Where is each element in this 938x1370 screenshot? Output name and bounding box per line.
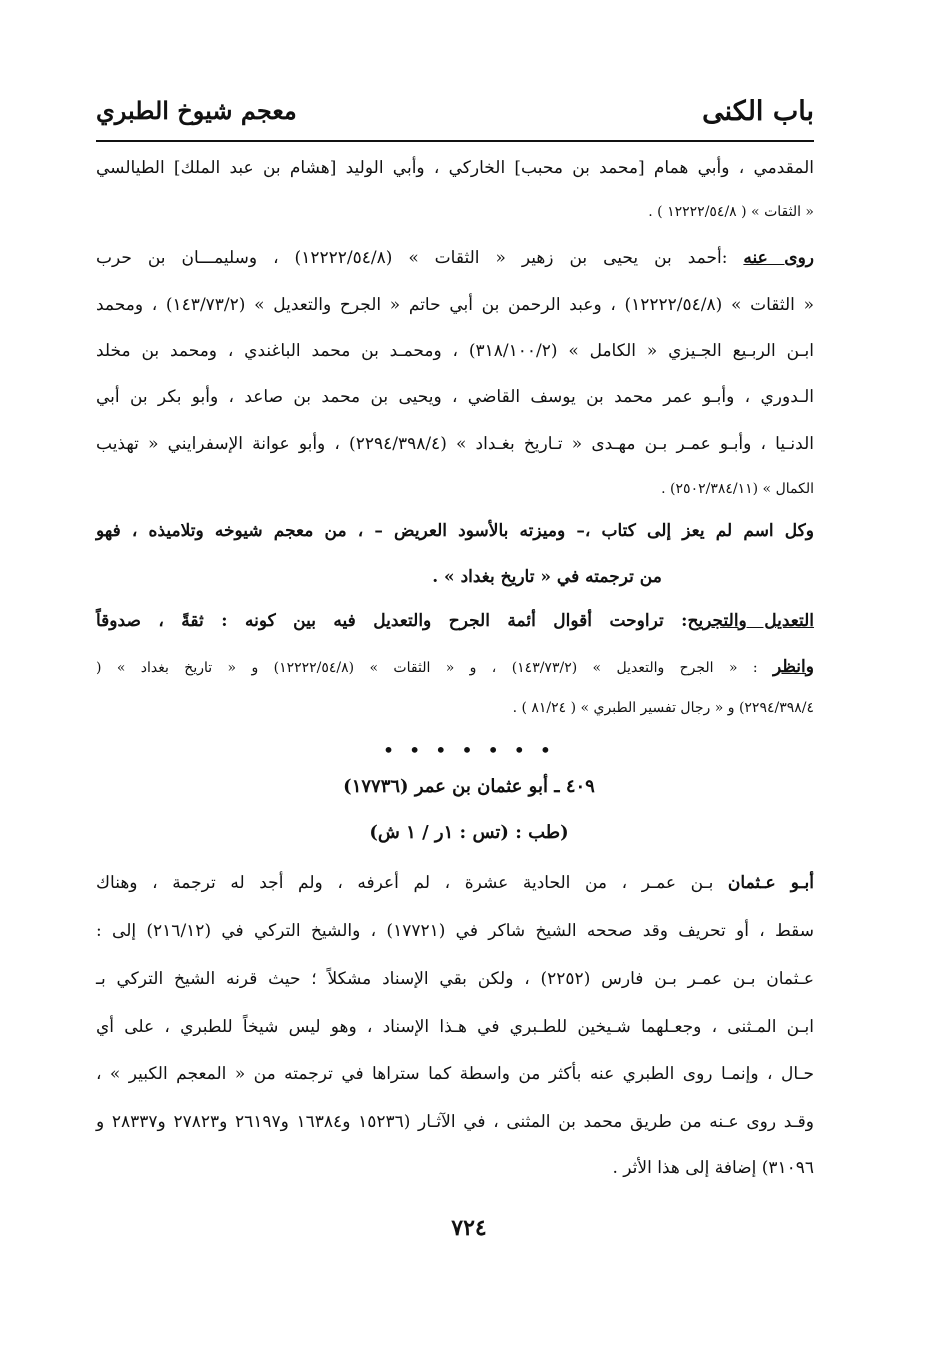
entry-line-1 <box>96 873 814 893</box>
entry-line-7: ٣١٠٩٦) إضافة إلى هذا الأثر . <box>612 1158 814 1178</box>
entry-title: ٤٠٩ ـ أبو عثمان بن عمر (١٧٧٣٦) <box>343 776 595 797</box>
entry-line-4: ابـن المـثنى ، وجعـلهما شـيخين للطـبري في هـذا الإسناد ، وهو ليس شيخاً للطبري ، على أي <box>96 1017 814 1037</box>
jarh-line-2 <box>96 657 814 677</box>
book-title: معجم شيوخ الطبري <box>96 96 297 125</box>
narrators-text-1: :أحمد بن يحيى بن زهير « الثقات » (١٢٢٢٢/٥٤/٨) ، وسليمـــان بن حرب <box>96 248 744 268</box>
top-line-1: المقدمي ، وأبي همام [محمد بن محبب] الخاركي ، وأبي الوليد [هشام بن عبد الملك] الطيالسي <box>96 158 814 178</box>
entry-line-5: حـال ، وإنمـا روى الطبري عنه بأكثر من واسطة كما ستراها في ترجمته من « المعجم الكبير » ، <box>96 1064 814 1084</box>
running-header <box>96 96 814 136</box>
top-line-2: « الثقات » ( ١٢٢٢٢/٥٤/٨ ) . <box>648 204 814 220</box>
narrators-line-2: « الثقات » (١٢٢٢٢/٥٤/٨) ، وعبد الرحمن بن أبي حاتم « الجرح والتعديل » (١٤٣/٧٣/٢) ، ومحمد <box>96 295 814 315</box>
narrators-line-3: ابـن الربـيع الجـيزي « الكامل » (٣١٨/١٠٠/٢) ، ومحمـد بن محمد الباغندي ، ومحمد بن مخلد <box>96 341 814 361</box>
jarh-text-1: : تراوحت أقوال أئمة الجرح والتعديل فيه بين كونه : ثقةً ، صدوقاً <box>96 611 688 631</box>
note-line-2: من ترجمته في « تاريخ بغداد » . <box>432 567 662 587</box>
entry-line-2: سقط ، أو تحريف وقد صححه الشيخ شاكر في (١٧٧٢١) ، والشيخ التركي في (٢١٦/١٢) إلى : <box>96 921 815 941</box>
jarh-label: التعديل والتجريح <box>687 611 815 631</box>
jarh-line-3: ٢٢٩٤/٣٩٨/٤) و « رجال تفسير الطبري » ( ٨١/٢٤ ) . <box>512 700 814 716</box>
header-rule <box>96 140 814 142</box>
page-number: ٧٢٤ <box>451 1215 487 1241</box>
section-separator: • • • • • • • <box>382 738 556 762</box>
entry-code: (طب : (تس : ١ر / ١ ش) <box>369 822 569 843</box>
entry-lead: أبـو عـثمان <box>727 873 814 893</box>
entry-text-1: بـن عمـر ، من الحادية عشرة ، لم أعرفه ، ولم أجد له ترجمة ، وهناك <box>96 873 728 893</box>
entry-line-3: عـثمان بـن عمـر بـن فارس (٢٢٥٢) ، ولكن بقي الإسناد مشكلاً ؛ حيث قرنه الشيخ التركي بـ <box>96 969 814 989</box>
jarh-line-1 <box>96 611 814 631</box>
note-line-1: وكل اسم لم يعز إلى كتاب ،– وميزته بالأسود العريض – ، من معجم شيوخه وتلاميذه ، فهو <box>96 521 814 541</box>
narrators-line-5: الدنـيا ، وأبـو عمـر بـن مهـدى « تـاريخ بغـداد » (٢٢٩٤/٣٩٨/٤) ، وأبو عوانة الإسفرايني « تهذيب <box>96 434 814 454</box>
see-label: وانظر <box>772 657 814 677</box>
narrators-line-6: الكمال » (٢٥٠٢/٣٨٤/١١) . <box>661 481 814 497</box>
narrators-label: روى عنه <box>743 248 814 268</box>
jarh-text-2: : « الجرح والتعديل » (١٤٣/٧٣/٢) ، و « الثقات » (١٢٢٢٢/٥٤/٨) و « تاريخ بغداد » ( <box>96 660 773 676</box>
entry-line-6: وقـد روى عـنه من طريق محمد بن المثنى ، في الآثـار (١٥٢٣٦ و١٦٣٨٤ و٢٦١٩٧ و٢٧٨٢٣ و٢٨٣٣٧ و <box>96 1112 814 1132</box>
narrators-line-1 <box>96 248 814 268</box>
chapter-title: باب الكنى <box>702 96 814 127</box>
narrators-line-4: الـدوري ، وأبـو عمر محمد بن يوسف القاضي ، ويحيى بن محمد بن صاعد ، وأبو بكر بن أبي <box>96 387 814 407</box>
